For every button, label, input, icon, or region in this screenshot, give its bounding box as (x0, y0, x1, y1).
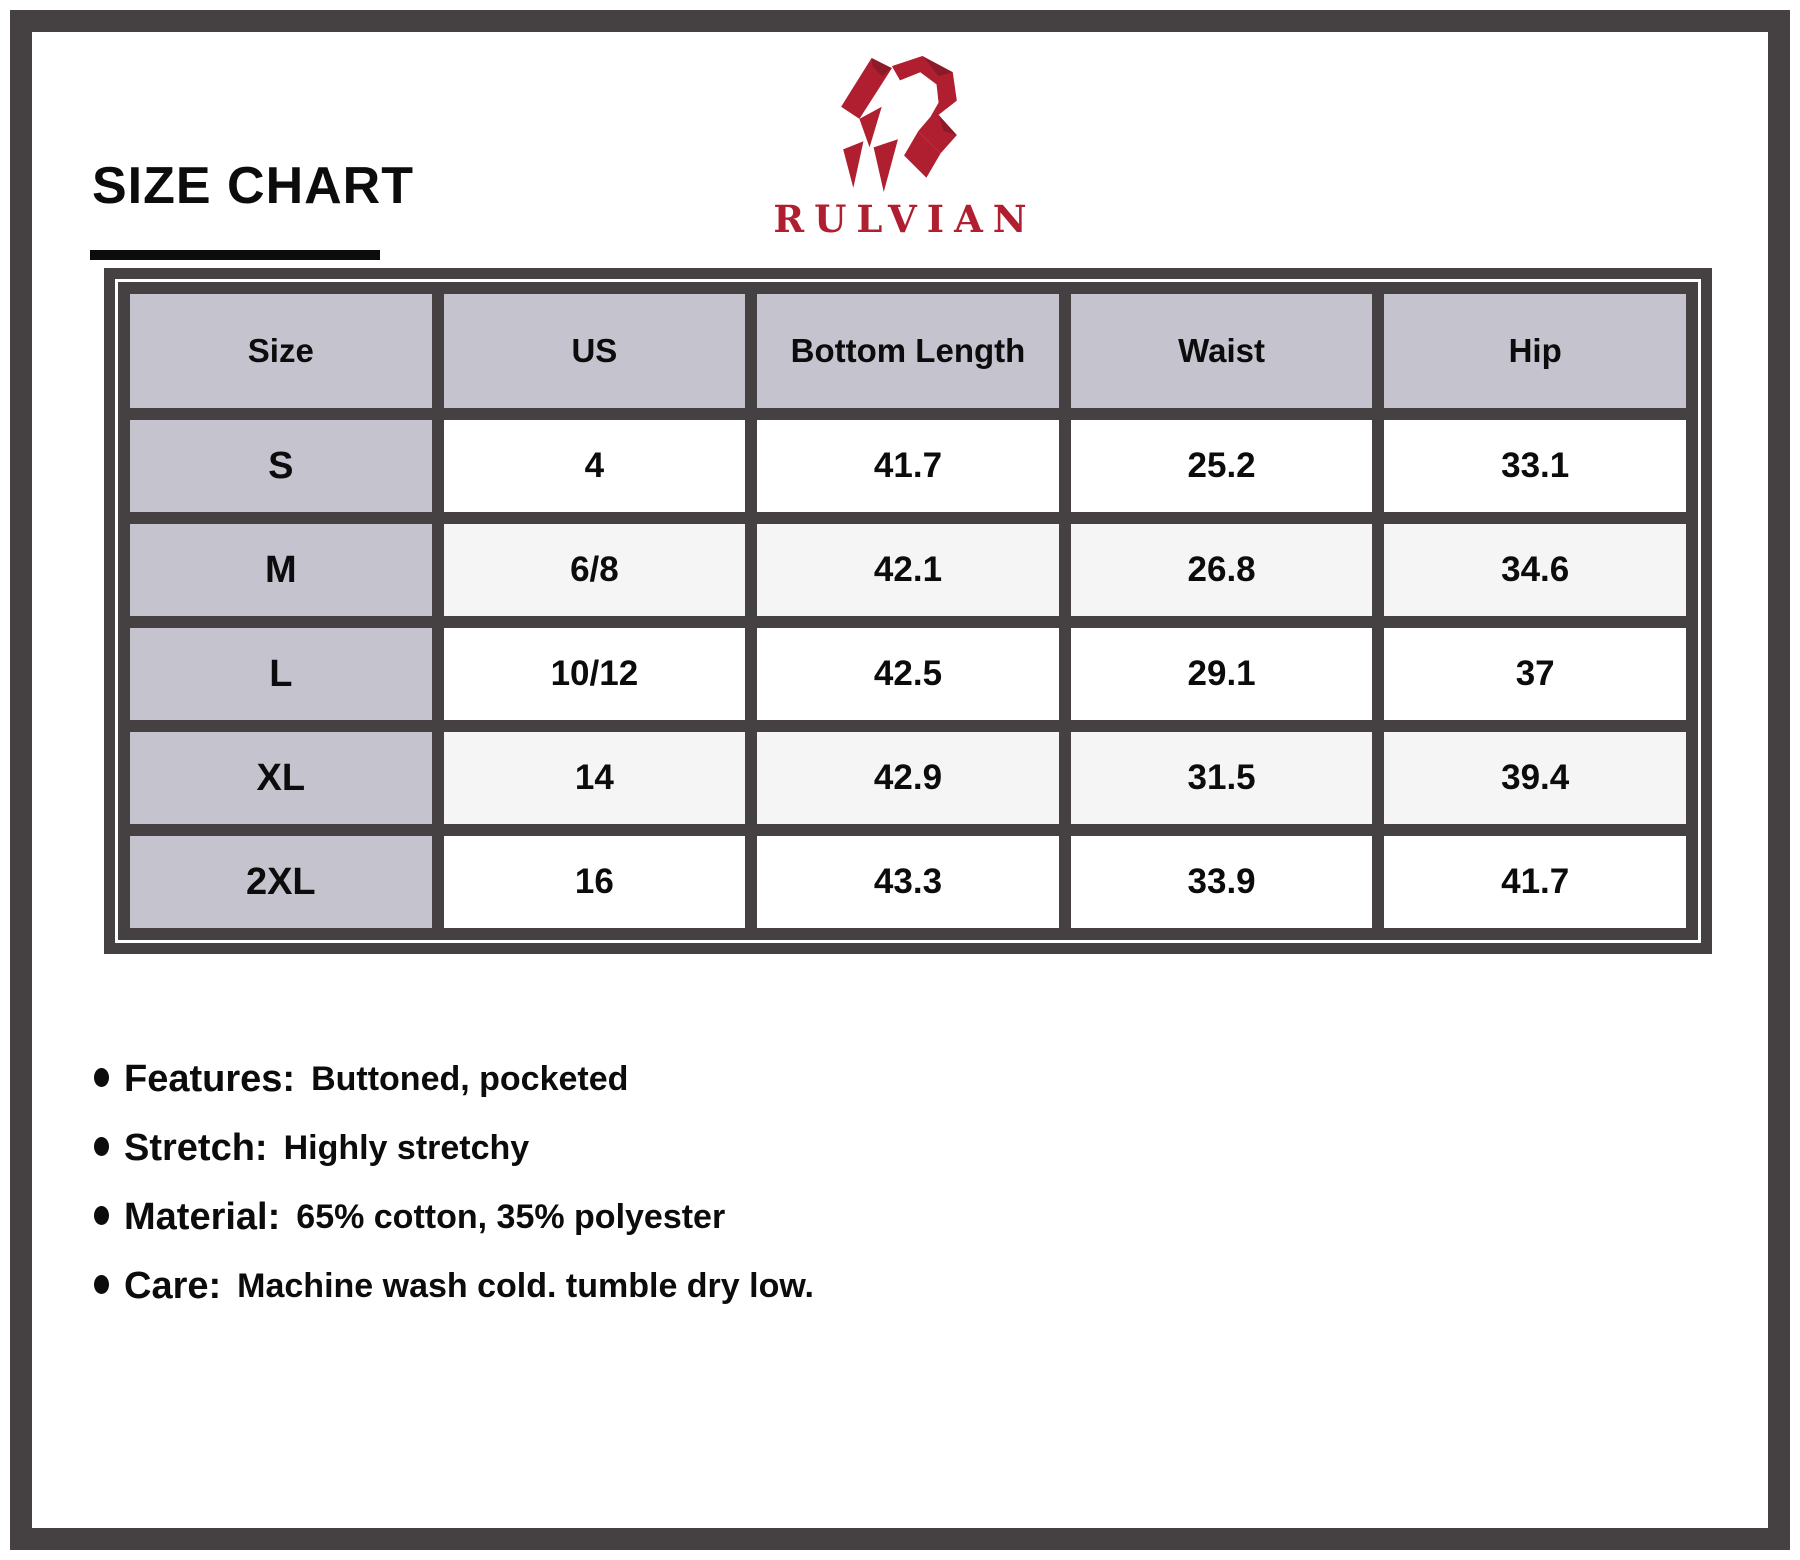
product-details-list (94, 1056, 814, 1332)
cell-us: 6/8 (438, 518, 752, 622)
column-header-bottom-length: Bottom Length (751, 288, 1065, 414)
size-chart-table (118, 282, 1698, 940)
bullet-icon (94, 1206, 109, 1225)
column-header-waist: Waist (1065, 288, 1379, 414)
cell-size: S (124, 414, 438, 518)
page-title: SIZE CHART (92, 157, 414, 215)
cell-waist: 29.1 (1065, 622, 1379, 726)
cell-bottom-length: 41.7 (751, 414, 1065, 518)
table-row-xl (124, 726, 1692, 830)
cell-hip: 39.4 (1378, 726, 1692, 830)
cell-size: L (124, 622, 438, 726)
cell-hip: 37 (1378, 622, 1692, 726)
table-row-m (124, 518, 1692, 622)
table-row-2xl (124, 830, 1692, 934)
detail-value: Machine wash cold. tumble dry low. (237, 1267, 814, 1305)
brand-block (0, 56, 1800, 241)
table-row-s (124, 414, 1692, 518)
table-header-row (124, 288, 1692, 414)
detail-features (94, 1056, 814, 1102)
cell-waist: 31.5 (1065, 726, 1379, 830)
cell-waist: 33.9 (1065, 830, 1379, 934)
title-underline (90, 250, 380, 260)
cell-us: 14 (438, 726, 752, 830)
cell-waist: 25.2 (1065, 414, 1379, 518)
cell-us: 10/12 (438, 622, 752, 726)
cell-size: 2XL (124, 830, 438, 934)
column-header-us: US (438, 288, 752, 414)
detail-value: Highly stretchy (283, 1129, 530, 1167)
cell-waist: 26.8 (1065, 518, 1379, 622)
size-chart-table-container (104, 268, 1712, 954)
cell-bottom-length: 42.1 (751, 518, 1065, 622)
detail-material (94, 1194, 814, 1240)
column-header-size: Size (124, 288, 438, 414)
brand-logo-r-icon (839, 56, 961, 197)
detail-care (94, 1263, 814, 1309)
table-row-l (124, 622, 1692, 726)
detail-stretch (94, 1125, 814, 1171)
detail-label: Features: (124, 1058, 296, 1100)
cell-bottom-length: 43.3 (751, 830, 1065, 934)
cell-hip: 34.6 (1378, 518, 1692, 622)
detail-label: Care: (124, 1265, 222, 1307)
cell-size: M (124, 518, 438, 622)
detail-value: 65% cotton, 35% polyester (296, 1198, 726, 1236)
brand-wordmark: RULVIAN (773, 197, 1037, 241)
cell-size: XL (124, 726, 438, 830)
detail-label: Stretch: (124, 1127, 268, 1169)
column-header-hip: Hip (1378, 288, 1692, 414)
cell-us: 4 (438, 414, 752, 518)
detail-value: Buttoned, pocketed (311, 1060, 629, 1098)
cell-bottom-length: 42.5 (751, 622, 1065, 726)
cell-us: 16 (438, 830, 752, 934)
cell-hip: 41.7 (1378, 830, 1692, 934)
bullet-icon (94, 1275, 109, 1294)
cell-bottom-length: 42.9 (751, 726, 1065, 830)
detail-label: Material: (124, 1196, 281, 1238)
bullet-icon (94, 1137, 109, 1156)
cell-hip: 33.1 (1378, 414, 1692, 518)
bullet-icon (94, 1068, 109, 1087)
